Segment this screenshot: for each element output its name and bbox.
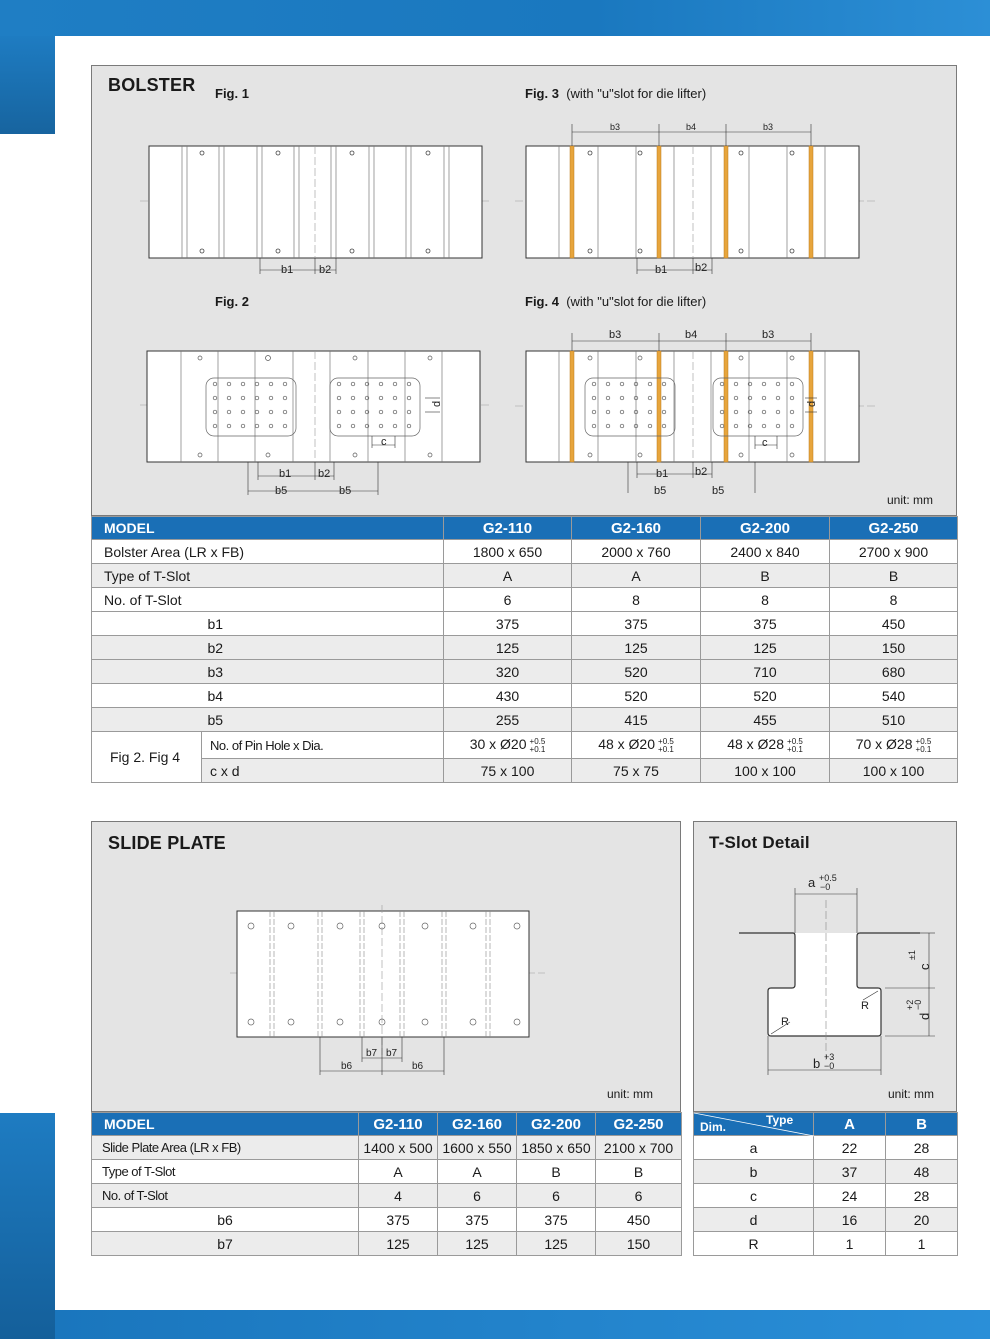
row-label: Bolster Area (LR x FB) bbox=[92, 540, 444, 564]
cd-label: c x d bbox=[202, 759, 444, 783]
table-cell: 6 bbox=[438, 1184, 517, 1208]
tslot-label-a: a bbox=[808, 875, 816, 890]
slide-plate-unit: unit: mm bbox=[607, 1087, 654, 1101]
blank-cell bbox=[92, 708, 202, 732]
pin-hole-cell: 48 x Ø20 +0.5 +0.1 bbox=[572, 732, 701, 759]
table-cell: A bbox=[572, 564, 701, 588]
table-cell: 100 x 100 bbox=[830, 759, 958, 783]
row-label: a bbox=[694, 1136, 814, 1160]
table-cell: 125 bbox=[359, 1232, 438, 1256]
table-row bbox=[92, 759, 958, 783]
table-cell: 450 bbox=[830, 612, 958, 636]
fig4-drawing bbox=[515, 325, 875, 500]
tslot-label-d-tol-minus: −0 bbox=[913, 999, 923, 1010]
bolster-title: BOLSTER bbox=[108, 75, 196, 95]
fig4-dim-b1: b1 bbox=[656, 468, 669, 480]
row-label: b3 bbox=[202, 660, 444, 684]
fig1-dim-b2: b2 bbox=[319, 264, 332, 276]
table-cell: 1400 x 500 bbox=[359, 1136, 438, 1160]
blank-cell bbox=[92, 612, 202, 636]
table-cell: 450 bbox=[596, 1208, 682, 1232]
table-cell: 375 bbox=[572, 612, 701, 636]
pin-hole-label: No. of Pin Hole x Dia. bbox=[202, 732, 444, 759]
table-cell: 125 bbox=[444, 636, 572, 660]
table-cell: 6 bbox=[517, 1184, 596, 1208]
tslot-label-b-tol-minus: −0 bbox=[824, 1061, 835, 1071]
table-cell: 540 bbox=[830, 684, 958, 708]
fig4-dim-b4: b4 bbox=[685, 329, 698, 341]
bolster-header-model: MODEL bbox=[92, 517, 444, 540]
fig1-label: Fig. 1 bbox=[215, 86, 249, 101]
table-cell: 125 bbox=[701, 636, 830, 660]
table-row bbox=[694, 1136, 958, 1160]
table-cell: 2000 x 760 bbox=[572, 540, 701, 564]
bolster-header-g2-160: G2-160 bbox=[572, 517, 701, 540]
table-row bbox=[92, 1160, 682, 1184]
table-cell: 125 bbox=[438, 1232, 517, 1256]
left-band-bottom bbox=[0, 1113, 55, 1339]
tslot-label-r-left: R bbox=[781, 1016, 789, 1028]
table-cell: 125 bbox=[572, 636, 701, 660]
row-label: b1 bbox=[202, 612, 444, 636]
slide-header-model: MODEL bbox=[92, 1113, 359, 1136]
table-row bbox=[92, 1208, 682, 1232]
table-cell: 1 bbox=[886, 1232, 958, 1256]
table-cell: B bbox=[517, 1160, 596, 1184]
row-label: Type of T-Slot bbox=[92, 1160, 359, 1184]
fig2-dim-b2: b2 bbox=[318, 468, 331, 480]
table-cell: 4 bbox=[359, 1184, 438, 1208]
row-label: Slide Plate Area (LR x FB) bbox=[92, 1136, 359, 1160]
row-label: b4 bbox=[202, 684, 444, 708]
row-label: b bbox=[694, 1160, 814, 1184]
table-cell: 1850 x 650 bbox=[517, 1136, 596, 1160]
tslot-drawing bbox=[735, 870, 945, 1080]
tslot-label-a-tol-plus: +0.5 bbox=[819, 873, 837, 883]
table-cell: 320 bbox=[444, 660, 572, 684]
table-row bbox=[694, 1184, 958, 1208]
bottom-band bbox=[55, 1310, 990, 1339]
slide-plate-drawing bbox=[230, 905, 545, 1080]
table-cell: 2700 x 900 bbox=[830, 540, 958, 564]
table-cell: 375 bbox=[517, 1208, 596, 1232]
tslot-label-d-tol-plus: +2 bbox=[905, 999, 915, 1010]
slide-header-g2-110: G2-110 bbox=[359, 1113, 438, 1136]
table-cell: 375 bbox=[444, 612, 572, 636]
slide-dim-b6-left: b6 bbox=[341, 1061, 353, 1072]
table-row bbox=[694, 1232, 958, 1256]
fig4-label: Fig. 4 (with "u"slot for die lifter) bbox=[525, 294, 707, 309]
bolster-header-g2-110: G2-110 bbox=[444, 517, 572, 540]
row-label: d bbox=[694, 1208, 814, 1232]
table-cell: 375 bbox=[359, 1208, 438, 1232]
blank-cell bbox=[92, 660, 202, 684]
fig3-drawing bbox=[515, 120, 875, 280]
table-cell: 28 bbox=[886, 1184, 958, 1208]
fig1-drawing bbox=[140, 140, 490, 280]
bolster-header-g2-250: G2-250 bbox=[830, 517, 958, 540]
row-label: b6 bbox=[92, 1208, 359, 1232]
table-cell: 375 bbox=[438, 1208, 517, 1232]
table-row bbox=[92, 540, 958, 564]
slide-header-g2-250: G2-250 bbox=[596, 1113, 682, 1136]
table-cell: 8 bbox=[701, 588, 830, 612]
fig3-dim-b3-right: b3 bbox=[763, 122, 774, 132]
blank-cell bbox=[92, 636, 202, 660]
tslot-header-a: A bbox=[814, 1113, 886, 1136]
table-cell: 22 bbox=[814, 1136, 886, 1160]
tslot-unit: unit: mm bbox=[888, 1087, 935, 1101]
fig2-dim-b1: b1 bbox=[279, 468, 292, 480]
fig4-dim-b5-left: b5 bbox=[654, 485, 667, 497]
slide-dim-b7-left: b7 bbox=[366, 1048, 378, 1059]
slide-dim-b6-right: b6 bbox=[412, 1061, 424, 1072]
table-cell: 6 bbox=[596, 1184, 682, 1208]
row-label: b7 bbox=[92, 1232, 359, 1256]
row-label: b2 bbox=[202, 636, 444, 660]
table-cell: 150 bbox=[596, 1232, 682, 1256]
table-row bbox=[694, 1160, 958, 1184]
pin-hole-cell: 70 x Ø28 +0.5 +0.1 bbox=[830, 732, 958, 759]
table-cell: 455 bbox=[701, 708, 830, 732]
table-row bbox=[92, 636, 958, 660]
slide-header-g2-160: G2-160 bbox=[438, 1113, 517, 1136]
slide-plate-table bbox=[91, 1112, 682, 1256]
table-cell: 2100 x 700 bbox=[596, 1136, 682, 1160]
fig2-label: Fig. 2 bbox=[215, 294, 249, 309]
table-cell: B bbox=[701, 564, 830, 588]
tslot-label-b: b bbox=[813, 1056, 821, 1071]
table-cell: 75 x 75 bbox=[572, 759, 701, 783]
bolster-table bbox=[91, 516, 958, 783]
table-cell: 520 bbox=[572, 684, 701, 708]
table-row bbox=[92, 588, 958, 612]
table-cell: B bbox=[596, 1160, 682, 1184]
fig3-dim-b4: b4 bbox=[686, 122, 697, 132]
tslot-table bbox=[693, 1112, 958, 1256]
table-row bbox=[92, 1184, 682, 1208]
table-cell: 430 bbox=[444, 684, 572, 708]
fig4-dim-b3-left: b3 bbox=[609, 329, 622, 341]
fig3-dim-b2: b2 bbox=[695, 262, 708, 274]
table-row bbox=[92, 1232, 682, 1256]
tslot-label-a-tol-minus: −0 bbox=[820, 882, 831, 892]
tslot-header-row bbox=[694, 1113, 958, 1136]
tslot-header-dim: Dim. bbox=[700, 1120, 727, 1134]
left-band-top bbox=[0, 36, 55, 134]
table-row bbox=[92, 732, 958, 759]
row-label: R bbox=[694, 1232, 814, 1256]
table-cell: 520 bbox=[701, 684, 830, 708]
fig2-drawing bbox=[140, 345, 490, 500]
table-cell: 1 bbox=[814, 1232, 886, 1256]
table-cell: 24 bbox=[814, 1184, 886, 1208]
table-cell: 510 bbox=[830, 708, 958, 732]
row-label: Type of T-Slot bbox=[92, 564, 444, 588]
slide-header-g2-200: G2-200 bbox=[517, 1113, 596, 1136]
row-label: b5 bbox=[202, 708, 444, 732]
bolster-unit: unit: mm bbox=[887, 493, 934, 507]
table-row bbox=[694, 1208, 958, 1232]
table-cell: 150 bbox=[830, 636, 958, 660]
top-band bbox=[0, 0, 990, 36]
fig4-dim-b3-right: b3 bbox=[762, 329, 775, 341]
pin-hole-cell: 30 x Ø20 +0.5 +0.1 bbox=[444, 732, 572, 759]
fig2-dim-b5-left: b5 bbox=[275, 485, 288, 497]
slide-plate-title: SLIDE PLATE bbox=[108, 833, 226, 853]
table-cell: 125 bbox=[517, 1232, 596, 1256]
fig4-dim-c: c bbox=[762, 437, 768, 449]
table-cell: 680 bbox=[830, 660, 958, 684]
fig4-dim-b2: b2 bbox=[695, 466, 708, 478]
fig2-dim-c: c bbox=[381, 436, 387, 448]
table-cell: 48 bbox=[886, 1160, 958, 1184]
table-cell: 710 bbox=[701, 660, 830, 684]
table-cell: 255 bbox=[444, 708, 572, 732]
tslot-label-c-tol: ±1 bbox=[907, 950, 917, 960]
table-cell: 8 bbox=[830, 588, 958, 612]
table-cell: 16 bbox=[814, 1208, 886, 1232]
pin-hole-cell: 48 x Ø28 +0.5 +0.1 bbox=[701, 732, 830, 759]
table-cell: 20 bbox=[886, 1208, 958, 1232]
fig3-dim-b1: b1 bbox=[655, 264, 668, 276]
fig4-dim-b5-right: b5 bbox=[712, 485, 725, 497]
table-row bbox=[92, 708, 958, 732]
row-label: No. of T-Slot bbox=[92, 588, 444, 612]
table-cell: A bbox=[438, 1160, 517, 1184]
table-cell: 1800 x 650 bbox=[444, 540, 572, 564]
fig3-dim-b3-left: b3 bbox=[610, 122, 621, 132]
tslot-header-b: B bbox=[886, 1113, 958, 1136]
blank-cell bbox=[92, 684, 202, 708]
table-cell: 520 bbox=[572, 660, 701, 684]
fig4-dim-d: d bbox=[806, 400, 818, 407]
tslot-header-dim-type bbox=[694, 1113, 814, 1136]
slide-dim-b7-right: b7 bbox=[386, 1048, 398, 1059]
table-row bbox=[92, 1136, 682, 1160]
table-row bbox=[92, 684, 958, 708]
bolster-header-row bbox=[92, 517, 958, 540]
row-label: c bbox=[694, 1184, 814, 1208]
bolster-header-g2-200: G2-200 bbox=[701, 517, 830, 540]
fig1-dim-b1: b1 bbox=[281, 264, 294, 276]
table-cell: 8 bbox=[572, 588, 701, 612]
table-cell: 375 bbox=[701, 612, 830, 636]
row-label: No. of T-Slot bbox=[92, 1184, 359, 1208]
table-cell: 28 bbox=[886, 1136, 958, 1160]
table-cell: 415 bbox=[572, 708, 701, 732]
table-cell: 2400 x 840 bbox=[701, 540, 830, 564]
tslot-title: T-Slot Detail bbox=[709, 833, 810, 852]
table-cell: 75 x 100 bbox=[444, 759, 572, 783]
table-cell: A bbox=[444, 564, 572, 588]
fig3-label: Fig. 3 (with "u"slot for die lifter) bbox=[525, 86, 707, 101]
fig2-dim-b5-right: b5 bbox=[339, 485, 352, 497]
tslot-header-type: Type bbox=[766, 1113, 794, 1127]
table-cell: B bbox=[830, 564, 958, 588]
table-cell: 37 bbox=[814, 1160, 886, 1184]
table-row bbox=[92, 564, 958, 588]
table-cell: 6 bbox=[444, 588, 572, 612]
slide-header-row bbox=[92, 1113, 682, 1136]
tslot-label-c: c bbox=[917, 963, 932, 970]
table-row bbox=[92, 660, 958, 684]
tslot-label-r-right: R bbox=[861, 1000, 869, 1012]
tslot-label-d: d bbox=[917, 1012, 932, 1020]
table-cell: 100 x 100 bbox=[701, 759, 830, 783]
table-cell: 1600 x 550 bbox=[438, 1136, 517, 1160]
fig2-dim-d: d bbox=[431, 400, 443, 407]
table-row bbox=[92, 612, 958, 636]
table-cell: A bbox=[359, 1160, 438, 1184]
fig-group-label: Fig 2. Fig 4 bbox=[92, 732, 202, 783]
tslot-label-b-tol-plus: +3 bbox=[824, 1052, 835, 1062]
